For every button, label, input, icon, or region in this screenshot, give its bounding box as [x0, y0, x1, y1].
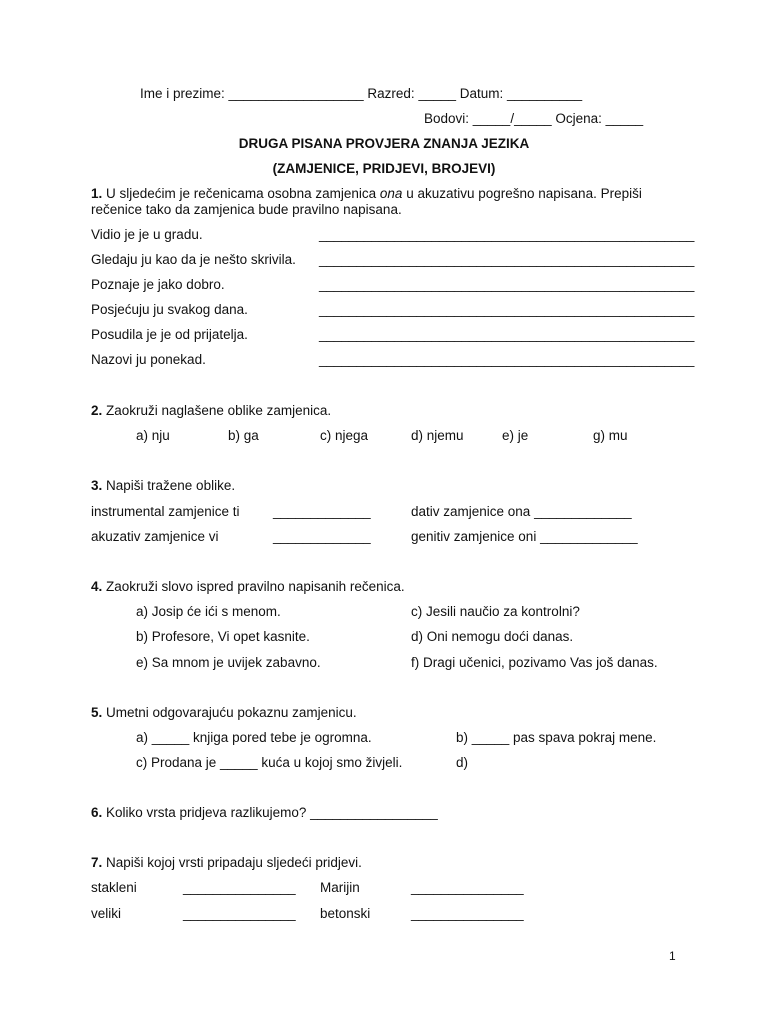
q3-prompt: instrumental zamjenice ti	[91, 504, 240, 519]
q5-item[interactable]: a) _____ knjiga pored tebe je ogromna.	[136, 730, 372, 745]
q7-adjective: stakleni	[91, 880, 137, 895]
q7-adjective: veliki	[91, 906, 122, 921]
q2-option[interactable]: c) njega	[320, 428, 369, 443]
q4-option[interactable]: e) Sa mnom je uvijek zabavno.	[136, 655, 321, 670]
q3-prompt[interactable]: dativ zamjenice ona _____________	[411, 504, 632, 519]
q7-blank[interactable]: _______________	[183, 906, 296, 921]
q1-sentence: Posudila je je od prijatelja.	[91, 327, 248, 342]
q7-adjective: betonski	[320, 906, 371, 921]
q1-sentence: Vidio je je u gradu.	[91, 227, 203, 242]
q7-blank[interactable]: _______________	[411, 880, 524, 895]
q2-option[interactable]: e) je	[502, 428, 529, 443]
q7-blank[interactable]: _______________	[183, 880, 296, 895]
question-7-text: 7. Napiši kojoj vrsti pripadaju sljedeći pridjevi.	[91, 855, 362, 870]
page-title: DRUGA PISANA PROVJERA ZNANJA JEZIKA	[238, 136, 530, 151]
q4-option[interactable]: c) Jesili naučio za kontrolni?	[411, 604, 580, 619]
q1-answer-line[interactable]: __________________________________________________	[319, 277, 695, 292]
q1-sentence: Posjećuju ju svakog dana.	[91, 302, 248, 317]
q4-option[interactable]: d) Oni nemogu doći danas.	[411, 629, 574, 644]
q4-option[interactable]: f) Dragi učenici, pozivamo Vas još danas.	[411, 655, 658, 670]
question-6-text[interactable]: 6. Koliko vrsta pridjeva razlikujemo? _________________	[91, 805, 438, 820]
page-subtitle: (ZAMJENICE, PRIDJEVI, BROJEVI)	[272, 161, 496, 176]
question-3-text: 3. Napiši tražene oblike.	[91, 478, 236, 493]
q1-sentence: Gledaju ju kao da je nešto skrivila.	[91, 252, 296, 267]
q3-prompt: akuzativ zamjenice vi	[91, 529, 219, 544]
q3-prompt[interactable]: genitiv zamjenice oni _____________	[411, 529, 638, 544]
q1-answer-line[interactable]: __________________________________________________	[319, 227, 695, 242]
q1-answer-line[interactable]: __________________________________________________	[319, 302, 695, 317]
question-5-text: 5. Umetni odgovarajuću pokaznu zamjenicu.	[91, 705, 357, 720]
score-line: Bodovi: _____/_____ Ocjena: _____	[424, 111, 644, 126]
q1-answer-line[interactable]: __________________________________________________	[319, 352, 695, 367]
question-1-text: 1. U sljedećim je rečenicama osobna zamjenica ona u akuzativu pogrešno napisana. Prepiši rečenice tako da zamjenica bude pravilno napisana.	[91, 186, 642, 217]
question-2-text: 2. Zaokruži naglašene oblike zamjenica.	[91, 403, 332, 418]
q7-blank[interactable]: _______________	[411, 906, 524, 921]
q5-item[interactable]: b) _____ pas spava pokraj mene.	[456, 730, 657, 745]
student-info-line: Ime i prezime: __________________ Razred: _____ Datum: __________	[140, 86, 583, 101]
q3-blank[interactable]: _____________	[273, 504, 371, 519]
question-4-text: 4. Zaokruži slovo ispred pravilno napisanih rečenica.	[91, 579, 405, 594]
q2-option[interactable]: b) ga	[228, 428, 259, 443]
q1-sentence: Nazovi ju ponekad.	[91, 352, 206, 367]
q5-item[interactable]: d)	[456, 755, 469, 770]
q2-option[interactable]: d) njemu	[411, 428, 464, 443]
q3-blank[interactable]: _____________	[273, 529, 371, 544]
q2-option[interactable]: g) mu	[593, 428, 628, 443]
q7-adjective: Marijin	[320, 880, 360, 895]
q1-sentence: Poznaje je jako dobro.	[91, 277, 225, 292]
q5-item[interactable]: c) Prodana je _____ kuća u kojoj smo živjeli.	[136, 755, 403, 770]
q2-option[interactable]: a) nju	[136, 428, 170, 443]
q1-answer-line[interactable]: __________________________________________________	[319, 252, 695, 267]
q4-option[interactable]: b) Profesore, Vi opet kasnite.	[136, 629, 310, 644]
q1-answer-line[interactable]: __________________________________________________	[319, 327, 695, 342]
q4-option[interactable]: a) Josip će ići s menom.	[136, 604, 281, 619]
page-number: 1	[669, 949, 676, 963]
